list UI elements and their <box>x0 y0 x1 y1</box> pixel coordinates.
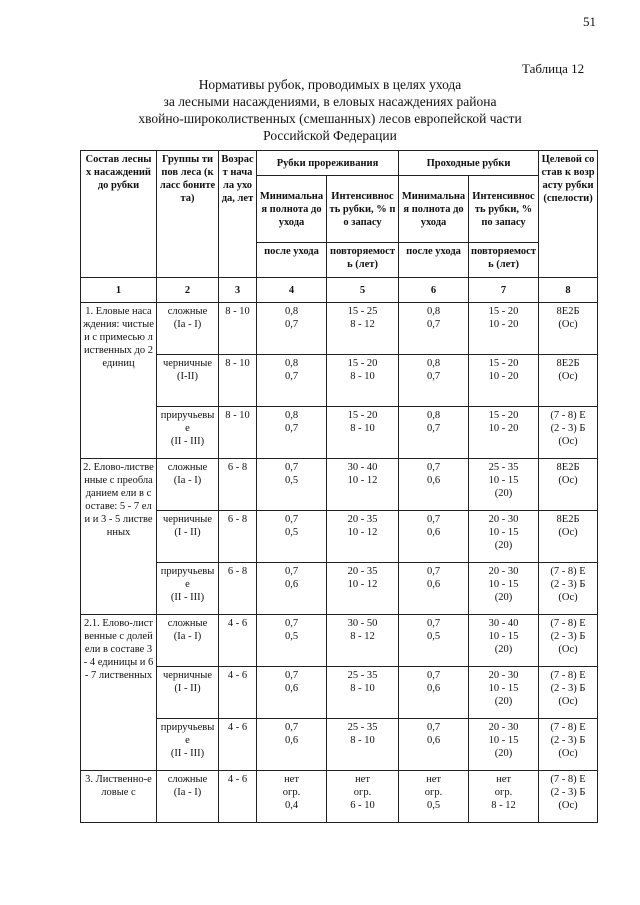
min-density-cell: 0,8 0,7 <box>257 407 327 459</box>
column-number: 7 <box>469 278 539 303</box>
target-composition-cell: (7 - 8) Е (2 - 3) Б (Ос) <box>539 563 598 615</box>
forest-type-cell: приручьевые (II - III) <box>157 719 219 771</box>
norms-table <box>80 150 598 823</box>
composition-cell: 3. Лиственно-еловые с <box>81 771 157 823</box>
intensity-cell: 20 - 35 10 - 12 <box>327 563 399 615</box>
min-density-2-cell: 0,7 0,6 <box>399 511 469 563</box>
start-age-cell: 6 - 8 <box>219 563 257 615</box>
table-title <box>80 76 580 144</box>
table-row <box>81 355 598 407</box>
column-number: 3 <box>219 278 257 303</box>
forest-type-cell: черничные (I-II) <box>157 355 219 407</box>
start-age-cell: 4 - 6 <box>219 771 257 823</box>
start-age-cell: 4 - 6 <box>219 615 257 667</box>
intensity-cell: 30 - 50 8 - 12 <box>327 615 399 667</box>
header-target-composition: Целевой состав к возрасту рубки (спелости) <box>539 151 598 278</box>
header-after-care: после ухода <box>257 243 327 278</box>
intensity-2-cell: 20 - 30 10 - 15 (20) <box>469 719 539 771</box>
min-density-cell: 0,8 0,7 <box>257 303 327 355</box>
column-number: 1 <box>81 278 157 303</box>
intensity-2-cell: 20 - 30 10 - 15 (20) <box>469 667 539 719</box>
intensity-cell: 15 - 20 8 - 10 <box>327 355 399 407</box>
intensity-cell: нет огр. 6 - 10 <box>327 771 399 823</box>
column-number: 6 <box>399 278 469 303</box>
min-density-2-cell: 0,7 0,6 <box>399 459 469 511</box>
table-row <box>81 615 598 667</box>
table-label: Таблица 12 <box>522 61 585 76</box>
table-row <box>81 303 598 355</box>
table-row <box>81 511 598 563</box>
start-age-cell: 8 - 10 <box>219 407 257 459</box>
column-number-row <box>81 278 598 303</box>
title-line: Нормативы рубок, проводимых в целях ухода <box>198 77 462 92</box>
min-density-2-cell: 0,7 0,6 <box>399 667 469 719</box>
start-age-cell: 6 - 8 <box>219 459 257 511</box>
table-row <box>81 459 598 511</box>
intensity-cell: 25 - 35 8 - 10 <box>327 667 399 719</box>
start-age-cell: 8 - 10 <box>219 355 257 407</box>
column-number: 4 <box>257 278 327 303</box>
composition-cell: 2.1. Елово-лиственные с долей ели в составе 3 - 4 единицы и 6 - 7 лиственных <box>81 615 157 771</box>
start-age-cell: 4 - 6 <box>219 667 257 719</box>
intensity-cell: 25 - 35 8 - 10 <box>327 719 399 771</box>
header-after-care-2: после ухода <box>399 243 469 278</box>
target-composition-cell: 8Е2Б (Ос) <box>539 303 598 355</box>
min-density-2-cell: 0,7 0,6 <box>399 563 469 615</box>
min-density-2-cell: 0,8 0,7 <box>399 407 469 459</box>
composition-cell: 2. Елово-лиственные с преобладанием ели в составе: 5 - 7 ели и 3 - 5 лиственных <box>81 459 157 615</box>
header-composition: Состав лесных насаждений до рубки <box>81 151 157 278</box>
start-age-cell: 4 - 6 <box>219 719 257 771</box>
composition-cell: 1. Еловые насаждения: чистые и с примесью лиственных до 2 единиц <box>81 303 157 459</box>
page-number: 51 <box>583 14 596 29</box>
intensity-2-cell: 20 - 30 10 - 15 (20) <box>469 511 539 563</box>
header-repeat-2: повторяемость (лет) <box>469 243 539 278</box>
table-row <box>81 407 598 459</box>
intensity-cell: 15 - 25 8 - 12 <box>327 303 399 355</box>
intensity-2-cell: 25 - 35 10 - 15 (20) <box>469 459 539 511</box>
title-line: хвойно-широколиственных (смешанных) лесов европейской части <box>138 111 522 126</box>
header-repeat: повторяемость (лет) <box>327 243 399 278</box>
header-min-density: Минимальная полнота до ухода <box>257 176 327 243</box>
forest-type-cell: сложные (Ia - I) <box>157 615 219 667</box>
intensity-2-cell: 30 - 40 10 - 15 (20) <box>469 615 539 667</box>
target-composition-cell: (7 - 8) Е (2 - 3) Б (Ос) <box>539 615 598 667</box>
target-composition-cell: (7 - 8) Е (2 - 3) Б (Ос) <box>539 407 598 459</box>
table-row <box>81 719 598 771</box>
column-number: 8 <box>539 278 598 303</box>
start-age-cell: 6 - 8 <box>219 511 257 563</box>
min-density-cell: 0,7 0,6 <box>257 719 327 771</box>
header-passing-cuts: Проходные рубки <box>399 151 539 176</box>
forest-type-cell: сложные (Ia - I) <box>157 771 219 823</box>
forest-type-cell: сложные (Ia - I) <box>157 459 219 511</box>
header-intensity: Интенсивность рубки, % по запасу <box>327 176 399 243</box>
intensity-2-cell: 15 - 20 10 - 20 <box>469 407 539 459</box>
min-density-2-cell: 0,7 0,5 <box>399 615 469 667</box>
intensity-2-cell: 20 - 30 10 - 15 (20) <box>469 563 539 615</box>
min-density-cell: 0,8 0,7 <box>257 355 327 407</box>
forest-type-cell: черничные (I - II) <box>157 667 219 719</box>
table-row <box>81 563 598 615</box>
forest-type-cell: приручьевые (II - III) <box>157 563 219 615</box>
target-composition-cell: 8Е2Б (Ос) <box>539 459 598 511</box>
forest-type-cell: сложные (Ia - I) <box>157 303 219 355</box>
intensity-cell: 20 - 35 10 - 12 <box>327 511 399 563</box>
header-min-density-2: Минимальная полнота до ухода <box>399 176 469 243</box>
min-density-2-cell: 0,8 0,7 <box>399 355 469 407</box>
table-row <box>81 771 598 823</box>
min-density-2-cell: нет огр. 0,5 <box>399 771 469 823</box>
min-density-2-cell: 0,7 0,6 <box>399 719 469 771</box>
target-composition-cell: (7 - 8) Е (2 - 3) Б (Ос) <box>539 667 598 719</box>
title-line: Российской Федерации <box>263 128 397 143</box>
column-number: 2 <box>157 278 219 303</box>
min-density-cell: 0,7 0,5 <box>257 511 327 563</box>
min-density-2-cell: 0,8 0,7 <box>399 303 469 355</box>
target-composition-cell: 8Е2Б (Ос) <box>539 511 598 563</box>
header-thinning: Рубки прореживания <box>257 151 399 176</box>
target-composition-cell: (7 - 8) Е (2 - 3) Б (Ос) <box>539 719 598 771</box>
intensity-2-cell: нет огр. 8 - 12 <box>469 771 539 823</box>
min-density-cell: 0,7 0,5 <box>257 615 327 667</box>
intensity-2-cell: 15 - 20 10 - 20 <box>469 355 539 407</box>
forest-type-cell: приручьевые (II - III) <box>157 407 219 459</box>
forest-type-cell: черничные (I - II) <box>157 511 219 563</box>
min-density-cell: 0,7 0,6 <box>257 667 327 719</box>
min-density-cell: нет огр. 0,4 <box>257 771 327 823</box>
table-row <box>81 667 598 719</box>
intensity-2-cell: 15 - 20 10 - 20 <box>469 303 539 355</box>
intensity-cell: 30 - 40 10 - 12 <box>327 459 399 511</box>
min-density-cell: 0,7 0,5 <box>257 459 327 511</box>
column-number: 5 <box>327 278 399 303</box>
start-age-cell: 8 - 10 <box>219 303 257 355</box>
intensity-cell: 15 - 20 8 - 10 <box>327 407 399 459</box>
header-intensity-2: Интенсивность рубки, % по запасу <box>469 176 539 243</box>
min-density-cell: 0,7 0,6 <box>257 563 327 615</box>
title-line: за лесными насаждениями, в еловых насаждениях района <box>163 94 497 109</box>
header-start-age: Возраст начала ухода, лет <box>219 151 257 278</box>
header-forest-type: Группы типов леса (класс бонитета) <box>157 151 219 278</box>
target-composition-cell: (7 - 8) Е (2 - 3) Б (Ос) <box>539 771 598 823</box>
target-composition-cell: 8Е2Б (Ос) <box>539 355 598 407</box>
